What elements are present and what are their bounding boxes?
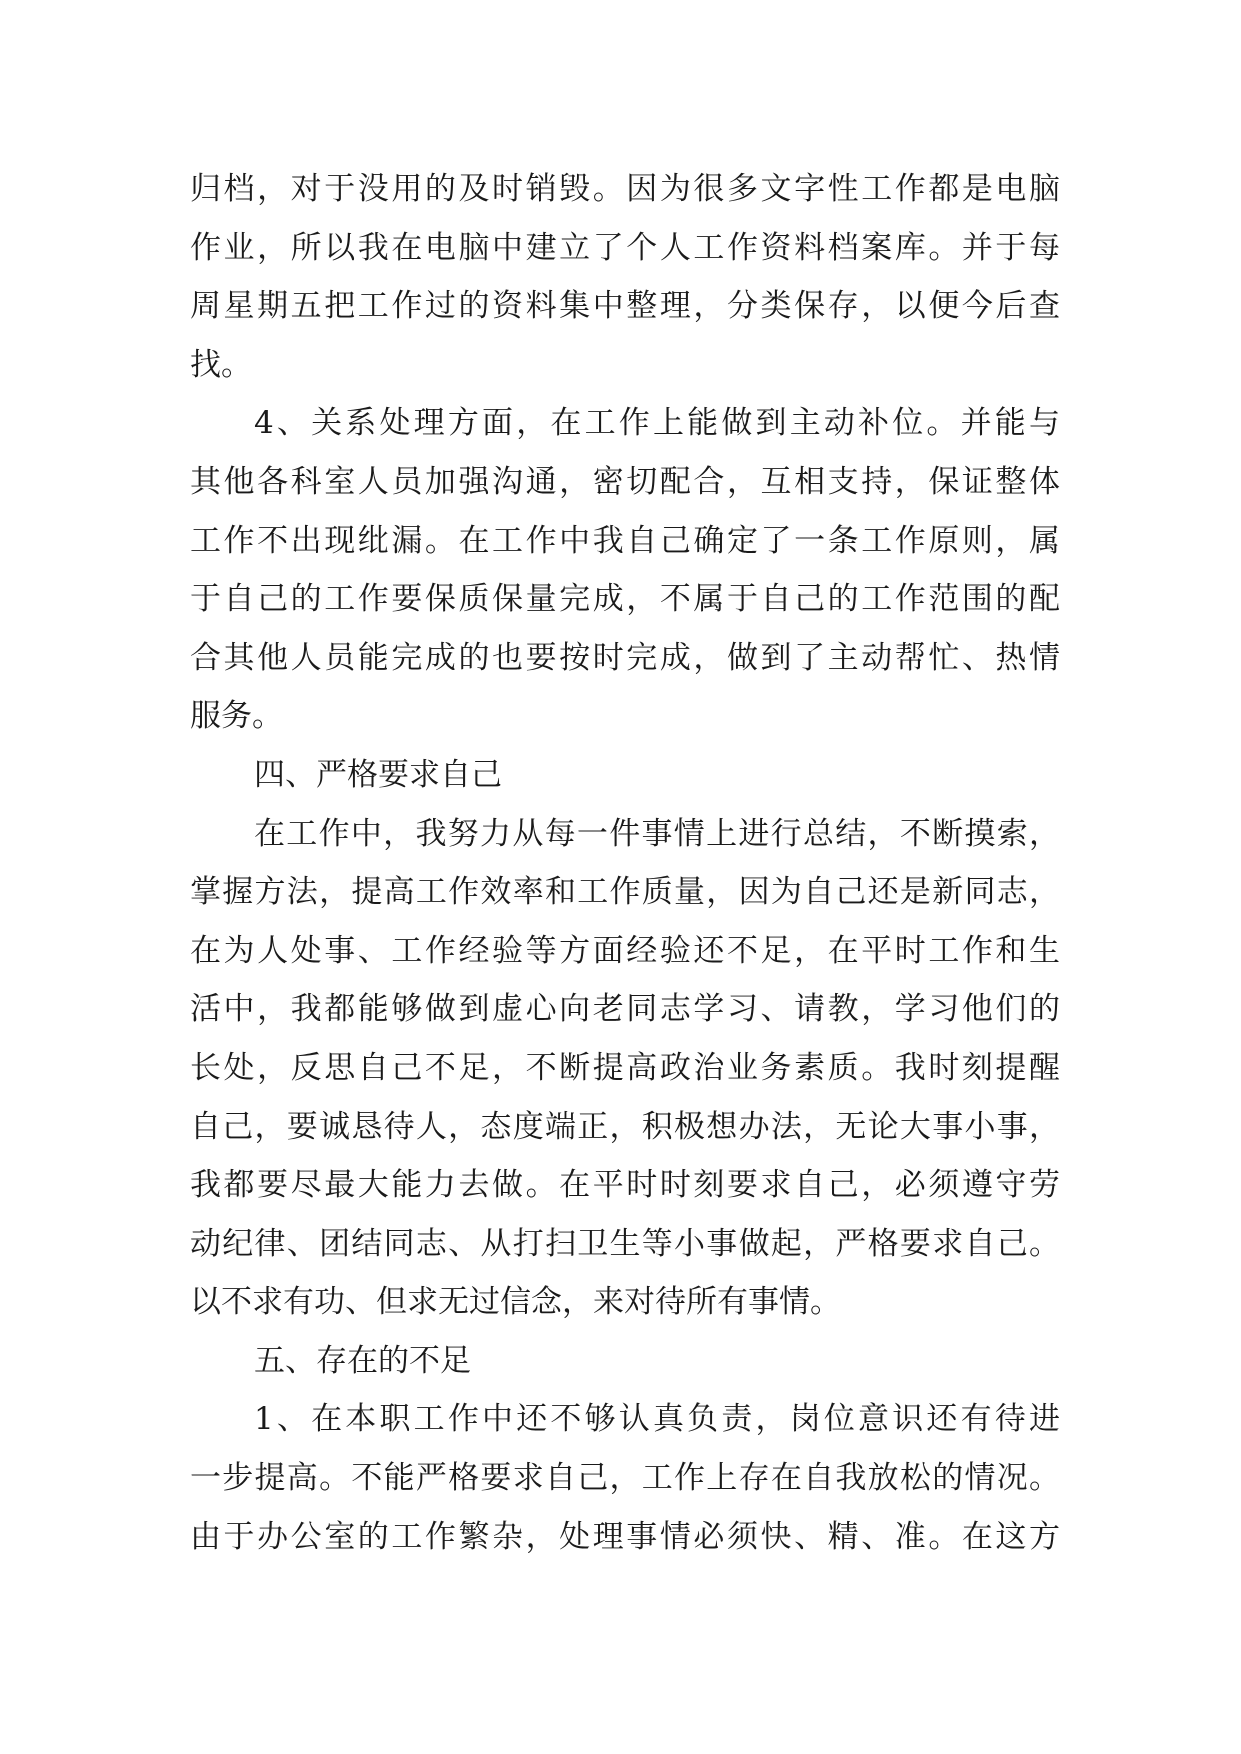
text-line: 长处，反思自己不足，不断提高政治业务素质。我时刻提醒	[190, 1049, 1060, 1086]
text-line: 合其他人员能完成的也要按时完成，做到了主动帮忙、热情	[190, 639, 1060, 676]
text-line: 在为人处事、工作经验等方面经验还不足，在平时工作和生	[190, 932, 1060, 969]
document-body	[190, 160, 1060, 1566]
text-line: 周星期五把工作过的资料集中整理，分类保存，以便今后查	[190, 288, 1060, 325]
section-heading: 四、严格要求自己	[254, 756, 502, 793]
text-line: 作业，所以我在电脑中建立了个人工作资料档案库。并于每	[190, 229, 1060, 266]
text-line: 找。	[190, 346, 252, 383]
text-line: 其他各科室人员加强沟通，密切配合，互相支持，保证整体	[190, 463, 1060, 500]
text-line: 自己，要诚恳待人，态度端正，积极想办法，无论大事小事，	[190, 1108, 1060, 1145]
text-line: 动纪律、团结同志、从打扫卫生等小事做起，严格要求自己。	[190, 1225, 1060, 1262]
paragraph-start-line: 1、在本职工作中还不够认真负责，岗位意识还有待进	[254, 1401, 1060, 1438]
text-line: 一步提高。不能严格要求自己，工作上存在自我放松的情况。	[190, 1460, 1060, 1497]
paragraph-start-line: 在工作中，我努力从每一件事情上进行总结，不断摸索，	[254, 815, 1060, 852]
text-line: 以不求有功、但求无过信念，来对待所有事情。	[190, 1284, 841, 1321]
text-line: 工作不出现纰漏。在工作中我自己确定了一条工作原则，属	[190, 522, 1060, 559]
text-line: 活中，我都能够做到虚心向老同志学习、请教，学习他们的	[190, 991, 1060, 1028]
text-line: 于自己的工作要保质保量完成，不属于自己的工作范围的配	[190, 581, 1060, 618]
text-line: 掌握方法，提高工作效率和工作质量，因为自己还是新同志，	[190, 874, 1060, 911]
text-line: 由于办公室的工作繁杂，处理事情必须快、精、准。在这方	[190, 1518, 1060, 1555]
paragraph-start-line: 4、关系处理方面，在工作上能做到主动补位。并能与	[254, 405, 1060, 442]
section-heading: 五、存在的不足	[254, 1342, 471, 1379]
text-line: 我都要尽最大能力去做。在平时时刻要求自己，必须遵守劳	[190, 1167, 1060, 1204]
text-line: 归档，对于没用的及时销毁。因为很多文字性工作都是电脑	[190, 171, 1060, 207]
text-line: 服务。	[190, 698, 283, 735]
